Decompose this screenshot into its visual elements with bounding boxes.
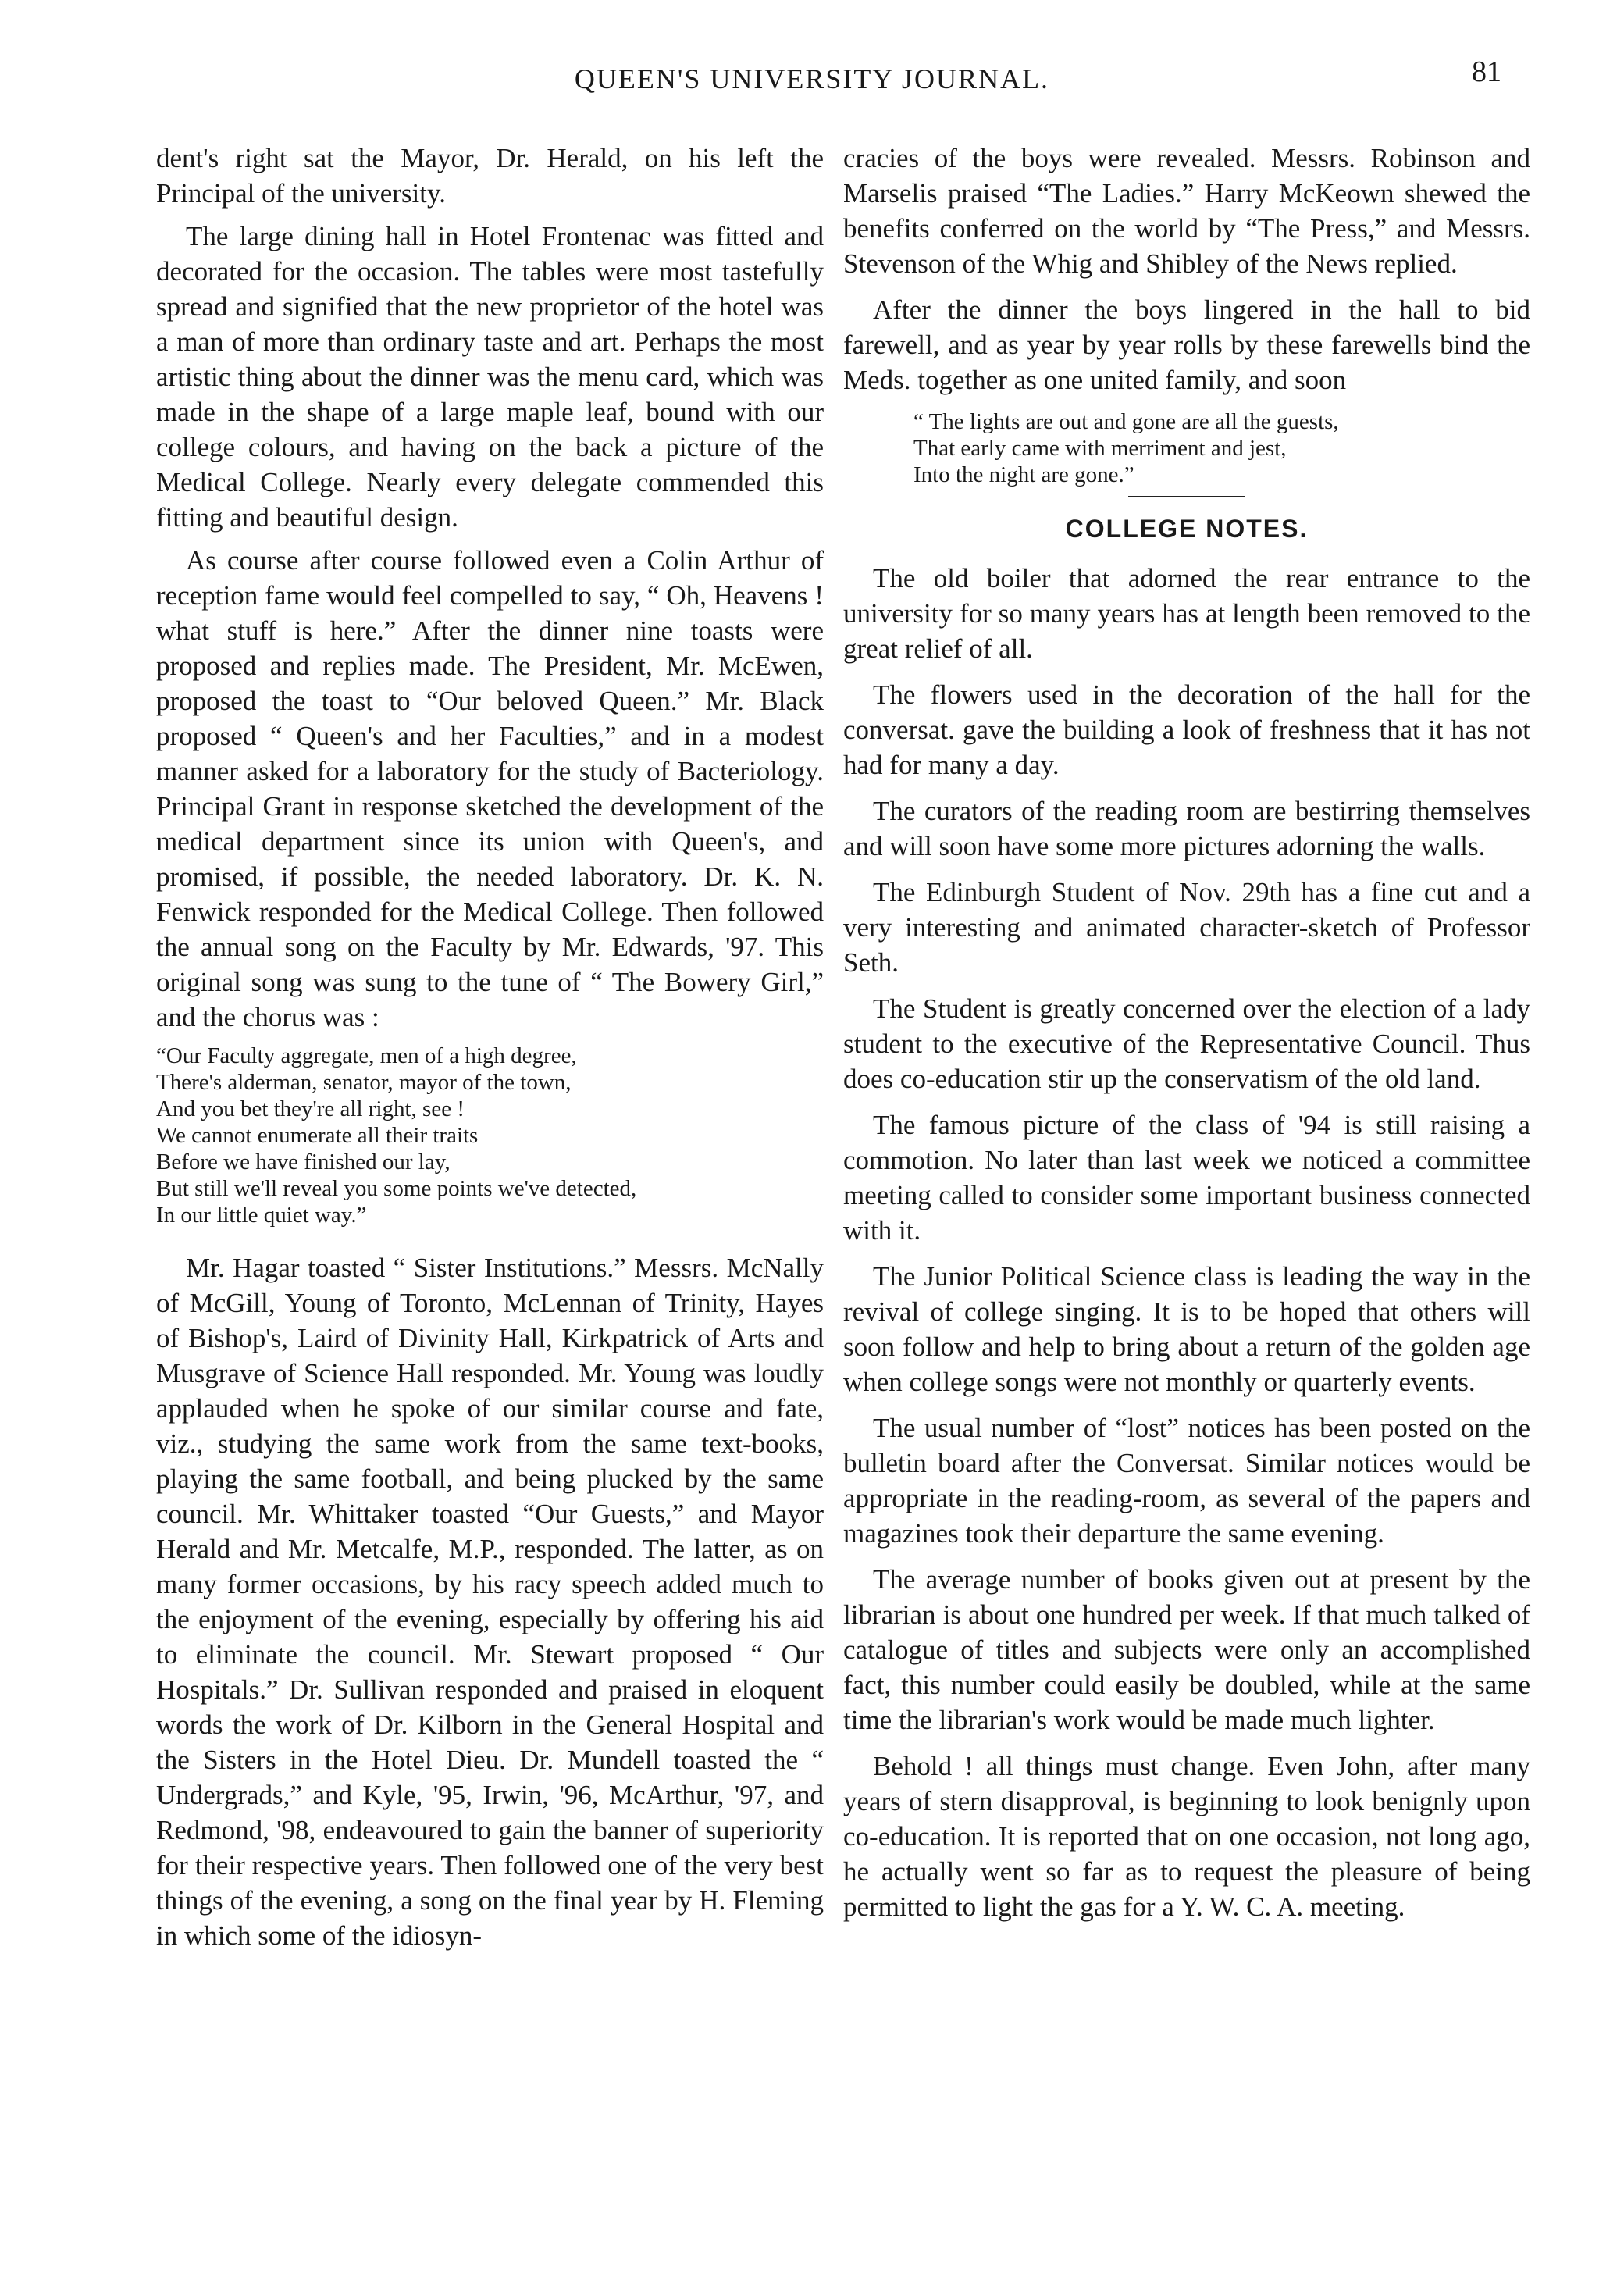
paragraph: After the dinner the boys lingered in the hall to bid farewell, and as year by year rolls by these farewells bind the Meds. together as one united family, and soon — [843, 294, 1530, 395]
paragraph: Mr. Hagar toasted “ Sister Institutions.” Messrs. McNally of McGill, Young of Toronto, McLennan of Trinity, Hayes of Bishop's, Laird of Divinity Hall, Kirkpatrick of Arts and Musgrave of Science Hall responded. Mr. Young was loudly applauded when he spoke of our similar course and fate, viz., studying the same work from the same text-books, playing the same football, and being plucked by the same council. Mr. Whittaker toasted “Our Guests,” and Mayor Herald and Mr. Metcalfe, M.P., responded. The latter, as on many former occasions, by his racy speech added much to the enjoyment of the evening, especially by offering his aid to eliminate the council. Mr. Stewart proposed “ Our Hospitals.” Dr. Sullivan responded and praised in eloquent words the work of Dr. Kilborn in the General Hospital and the Sisters in the Hotel Dieu. Dr. Mundell toasted the “ Undergrads,” and Kyle, '95, Irwin, '96, McArthur, '97, and Redmond, '98, endeavoured to gain the banner of superiority for their respective years. Then followed one of the very best things of the evening, a song on the final year by H. Fleming in which some of the idiosyn- — [156, 1253, 824, 1951]
verse-line: In our little quiet way.” — [156, 1203, 367, 1228]
left-column — [156, 141, 824, 1961]
note-paragraph: The usual number of “lost” notices has been posted on the bulletin board after the Conversat. Similar notices would be appropriate in the reading-room, as several of the papers and magazines took their departure the same evening. — [843, 1413, 1530, 1549]
paragraph: cracies of the boys were revealed. Messrs. Robinson and Marselis praised “The Ladies.” Harry McKeown shewed the benefits conferred on the world by “The Press,” and Messrs. Stevenson of the Whig and Shibley of the News replied. — [843, 143, 1530, 279]
right-column — [843, 141, 1530, 1935]
verse-line: “ The lights are out and gone are all the guests, — [914, 409, 1339, 434]
note-paragraph: Behold ! all things must change. Even John, after many years of stern disapproval, is beginning to look benignly upon co-education. It is reported that on one occasion, not long ago, he actually went so far as to request the pleasure of being permitted to light the gas for a Y. W. C. A. meeting. — [843, 1751, 1530, 1922]
verse-line: Into the night are gone.” — [914, 462, 1134, 487]
paragraph: As course after course followed even a Colin Arthur of reception fame would feel compelled to say, “ Oh, Heavens ! what stuff is here.” After the dinner nine toasts were proposed and replies made. The President, Mr. McEwen, proposed the toast to “Our beloved Queen.” Mr. Black proposed “ Queen's and her Faculties,” and in a modest manner asked for a laboratory for the study of Bacteriology. Principal Grant in response sketched the development of the medical department since its union with Queen's, and promised, if possible, the needed laboratory. Dr. K. N. Fenwick responded for the Medical College. Then followed the annual song on the Faculty by Mr. Edwards, '97. This original song was sung to the tune of “ The Bowery Girl,” and the chorus was : — [156, 545, 824, 1032]
verse-line: “Our Faculty aggregate, men of a high degree, — [156, 1043, 577, 1068]
paragraph: dent's right sat the Mayor, Dr. Herald, on his left the Principal of the university. — [156, 143, 824, 209]
note-paragraph: The average number of books given out at present by the librarian is about one hundred per week. If that much talked of catalogue of titles and subjects were only an accomplished fact, this number could easily be doubled, while at the same time the librarian's work would be made much lighter. — [843, 1564, 1530, 1735]
note-paragraph: The old boiler that adorned the rear entrance to the university for so many years has at length been removed to the great relief of all. — [843, 563, 1530, 664]
page-number: 81 — [1472, 55, 1501, 88]
verse-line: Before we have finished our lay, — [156, 1150, 451, 1175]
verse-line: We cannot enumerate all their traits — [156, 1123, 479, 1148]
chorus-verse — [156, 1043, 824, 1228]
note-paragraph: The curators of the reading room are bestirring themselves and will soon have some more pictures adorning the walls. — [843, 796, 1530, 861]
section-divider — [1128, 496, 1245, 497]
note-paragraph: The Student is greatly concerned over the election of a lady student to the executive of the Representative Council. Thus does co-education stir up the conservatism of the old land. — [843, 993, 1530, 1094]
note-paragraph: The Edinburgh Student of Nov. 29th has a fine cut and a very interesting and animated character-sketch of Professor Seth. — [843, 877, 1530, 978]
note-paragraph: The Junior Political Science class is leading the way in the revival of college singing. It is to be hoped that others will soon follow and help to bring about a return of the golden age when college songs were not monthly or quarterly events. — [843, 1261, 1530, 1397]
running-title: QUEEN'S UNIVERSITY JOURNAL. — [574, 63, 1050, 94]
note-paragraph: The flowers used in the decoration of the hall for the conversat. gave the building a look of freshness that it has not had for many a day. — [843, 679, 1530, 780]
closing-verse — [843, 408, 1530, 488]
note-paragraph: The famous picture of the class of '94 is still raising a commotion. No later than last week we noticed a committee meeting called to consider some important business connected with it. — [843, 1110, 1530, 1246]
verse-line: But still we'll reveal you some points we've detected, — [156, 1176, 637, 1201]
verse-line: That early came with merriment and jest, — [914, 436, 1287, 461]
verse-line: There's alderman, senator, mayor of the town, — [156, 1070, 572, 1095]
section-heading: COLLEGE NOTES. — [1065, 515, 1309, 543]
paragraph: The large dining hall in Hotel Frontenac was fitted and decorated for the occasion. The tables were most tastefully spread and signified that the new proprietor of the hotel was a man of more than ordinary taste and art. Perhaps the most artistic thing about the dinner was the menu card, which was made in the shape of a large maple leaf, bound with our college colours, and having on the back a picture of the Medical College. Nearly every delegate commended this fitting and beautiful design. — [156, 221, 824, 533]
verse-line: And you bet they're all right, see ! — [156, 1096, 465, 1121]
